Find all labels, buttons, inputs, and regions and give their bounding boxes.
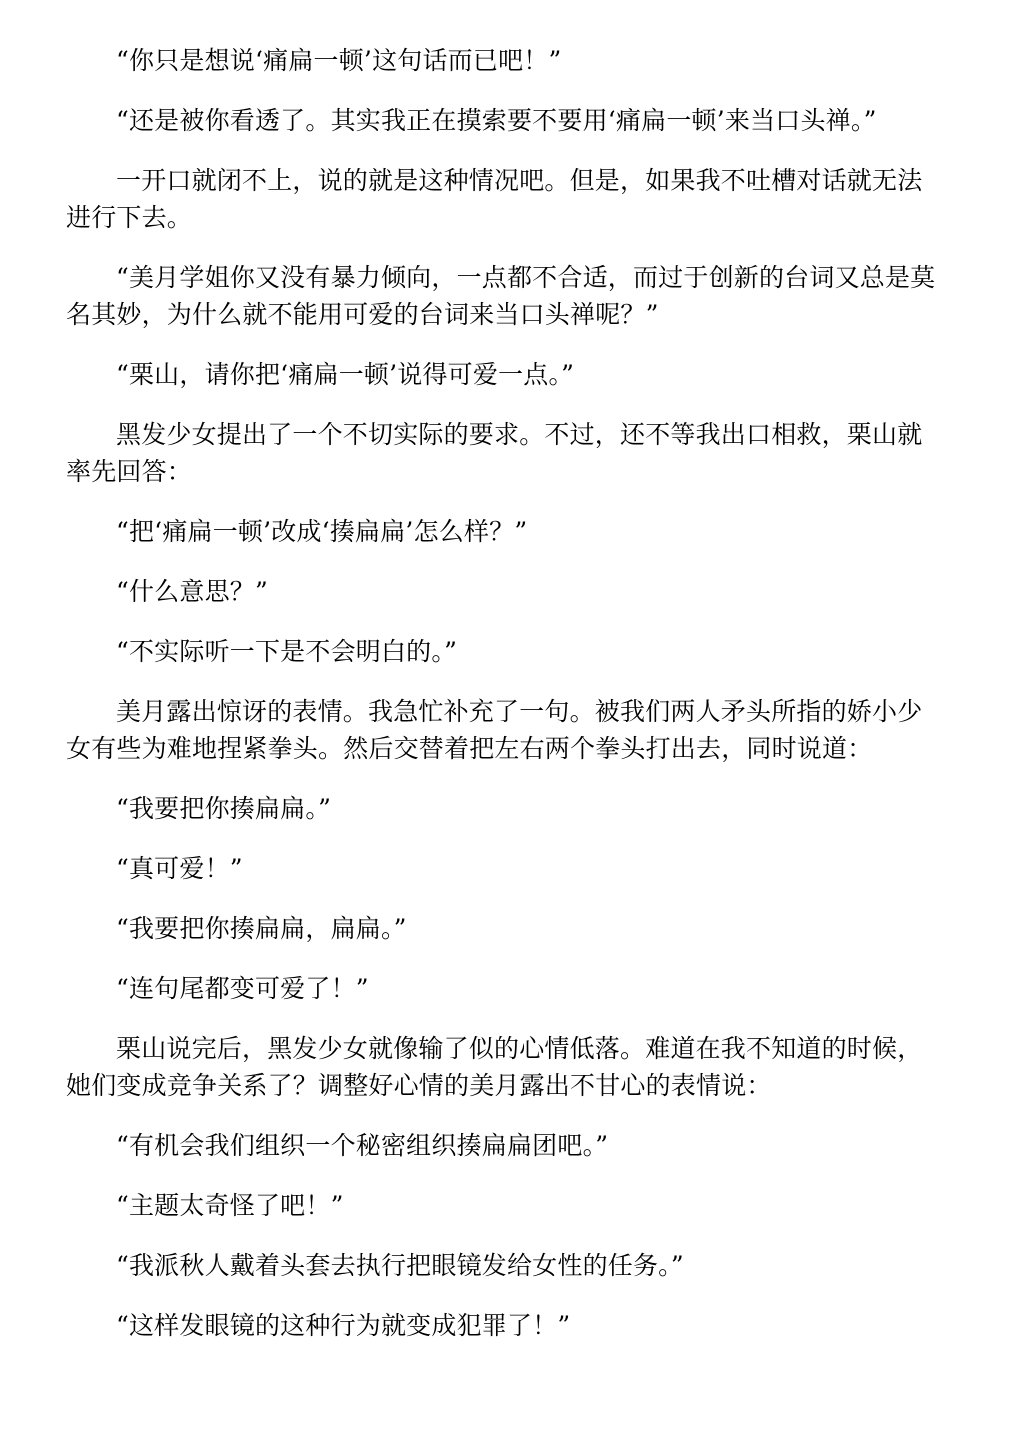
paragraph: “连句尾都变可爱了！” [116, 974, 369, 1003]
paragraph: “真可爱！” [116, 854, 243, 883]
paragraph: 黑发少女提出了一个不切实际的要求。不过，还不等我出口相救，栗山就率先回答： [66, 420, 923, 486]
paragraph: 美月露出惊讶的表情。我急忙补充了一句。被我们两人矛头所指的娇小少女有些为难地捏紧拳头。然后交替着把左右两个拳头打出去，同时说道： [66, 697, 923, 763]
paragraph: “美月学姐你又没有暴力倾向，一点都不合适，而过于创新的台词又总是莫名其妙，为什么就不能用可爱的台词来当口头禅呢？” [66, 263, 936, 329]
paragraph: “这样发眼镜的这种行为就变成犯罪了！” [116, 1311, 571, 1340]
paragraph: “你只是想说‘痛扁一顿’这句话而已吧！” [116, 46, 562, 75]
paragraph: “主题太奇怪了吧！” [116, 1191, 344, 1220]
paragraph: “我要把你揍扁扁，扁扁。” [116, 914, 407, 943]
paragraph: “还是被你看透了。其实我正在摸索要不要用‘痛扁一顿’来当口头禅。” [116, 106, 877, 135]
paragraph: 一开口就闭不上，说的就是这种情况吧。但是，如果我不吐槽对话就无法进行下去。 [66, 166, 923, 232]
paragraph: “有机会我们组织一个秘密组织揍扁扁团吧。” [116, 1131, 609, 1160]
document-page [66, 42, 946, 1367]
paragraph: “什么意思？” [116, 577, 268, 606]
paragraph: “我要把你揍扁扁。” [116, 794, 332, 823]
paragraph: “栗山，请你把‘痛扁一顿’说得可爱一点。” [116, 360, 575, 389]
paragraph: “我派秋人戴着头套去执行把眼镜发给女性的任务。” [116, 1251, 684, 1280]
paragraph: “把‘痛扁一顿’改成‘揍扁扁’怎么样？” [116, 517, 528, 546]
paragraph: “不实际听一下是不会明白的。” [116, 637, 458, 666]
paragraph: 栗山说完后，黑发少女就像输了似的心情低落。难道在我不知道的时候，她们变成竞争关系了？调整好心情的美月露出不甘心的表情说： [66, 1034, 923, 1100]
